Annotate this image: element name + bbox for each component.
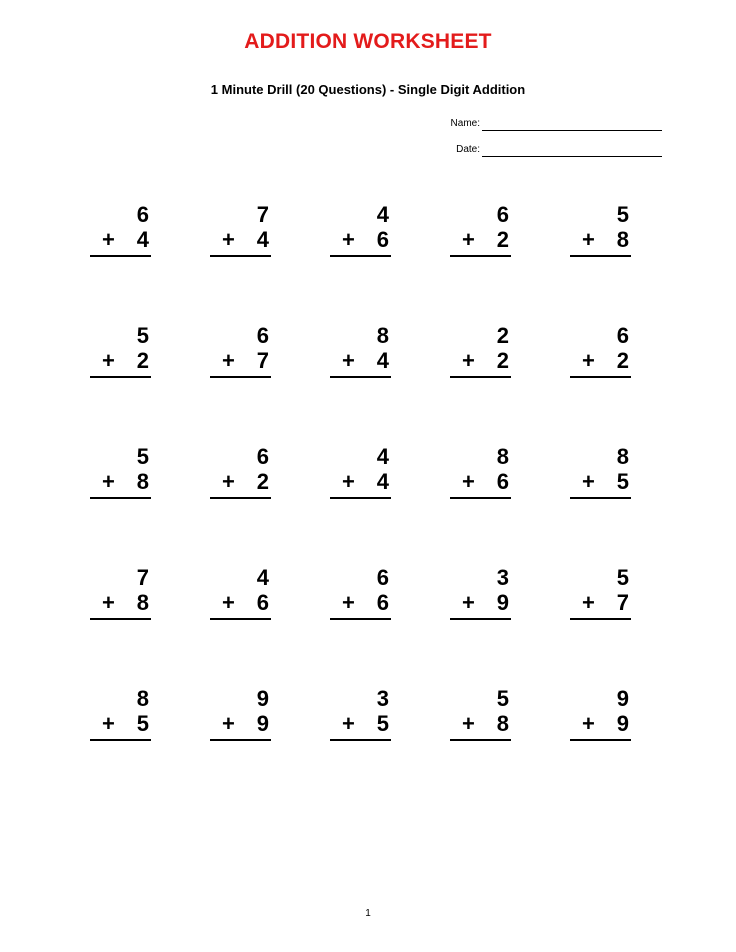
addend-bottom: 7 (256, 348, 269, 373)
answer-line (210, 376, 271, 378)
addend-top: 8 (376, 323, 389, 348)
plus-sign: + (102, 348, 115, 373)
date-label: Date: (456, 144, 480, 155)
problem (90, 202, 152, 260)
problem (450, 323, 512, 381)
plus-sign: + (222, 711, 235, 736)
addend-bottom: 9 (616, 711, 629, 736)
answer-line (450, 376, 511, 378)
problem (90, 444, 152, 502)
problem (330, 686, 392, 744)
problem (570, 565, 632, 623)
answer-line (330, 739, 391, 741)
problem (450, 444, 512, 502)
answer-line (570, 497, 631, 499)
answer-line (210, 739, 271, 741)
plus-sign: + (462, 711, 475, 736)
plus-sign: + (222, 348, 235, 373)
addend-bottom: 9 (496, 590, 509, 615)
answer-line (330, 376, 391, 378)
addend-top: 2 (496, 323, 509, 348)
addend-top: 6 (256, 444, 269, 469)
problem-row (90, 444, 632, 565)
addend-top: 6 (616, 323, 629, 348)
addend-bottom: 8 (136, 590, 149, 615)
plus-sign: + (582, 348, 595, 373)
plus-sign: + (582, 711, 595, 736)
answer-line (570, 255, 631, 257)
problem (210, 202, 272, 260)
plus-sign: + (342, 590, 355, 615)
addend-bottom: 5 (376, 711, 389, 736)
addend-top: 5 (136, 444, 149, 469)
problem (330, 565, 392, 623)
addend-bottom: 2 (496, 348, 509, 373)
problem (210, 686, 272, 744)
problem (570, 444, 632, 502)
addend-top: 4 (376, 202, 389, 227)
problem (450, 565, 512, 623)
problem (570, 323, 632, 381)
date-line (482, 156, 662, 157)
addend-top: 5 (616, 202, 629, 227)
plus-sign: + (342, 469, 355, 494)
addend-bottom: 6 (376, 590, 389, 615)
problem (330, 444, 392, 502)
problem-row (90, 686, 632, 807)
addend-top: 5 (616, 565, 629, 590)
answer-line (90, 255, 151, 257)
problem-row (90, 565, 632, 686)
addend-bottom: 5 (616, 469, 629, 494)
name-label: Name: (450, 118, 480, 129)
plus-sign: + (582, 227, 595, 252)
addend-bottom: 2 (256, 469, 269, 494)
addend-bottom: 4 (256, 227, 269, 252)
addend-bottom: 2 (136, 348, 149, 373)
problem (210, 565, 272, 623)
answer-line (450, 255, 511, 257)
addend-top: 6 (136, 202, 149, 227)
plus-sign: + (222, 590, 235, 615)
addend-bottom: 6 (256, 590, 269, 615)
answer-line (450, 618, 511, 620)
addend-bottom: 4 (376, 469, 389, 494)
problem (90, 686, 152, 744)
addend-top: 7 (136, 565, 149, 590)
plus-sign: + (342, 348, 355, 373)
answer-line (90, 739, 151, 741)
plus-sign: + (462, 348, 475, 373)
addend-bottom: 9 (256, 711, 269, 736)
problem (570, 686, 632, 744)
addend-top: 6 (256, 323, 269, 348)
plus-sign: + (582, 590, 595, 615)
worksheet-subtitle: 1 Minute Drill (20 Questions) - Single Digit Addition (210, 82, 526, 97)
answer-line (330, 497, 391, 499)
answer-line (570, 618, 631, 620)
problem (210, 444, 272, 502)
page-number: 1 (365, 908, 371, 919)
addend-top: 3 (496, 565, 509, 590)
addend-bottom: 8 (616, 227, 629, 252)
answer-line (210, 497, 271, 499)
answer-line (90, 376, 151, 378)
answer-line (450, 497, 511, 499)
problem-row (90, 323, 632, 444)
problem (210, 323, 272, 381)
addend-bottom: 8 (496, 711, 509, 736)
addend-top: 3 (376, 686, 389, 711)
problem-row (90, 202, 632, 323)
problem (450, 202, 512, 260)
addend-bottom: 2 (616, 348, 629, 373)
addend-top: 5 (496, 686, 509, 711)
problem (90, 323, 152, 381)
name-line (482, 130, 662, 131)
plus-sign: + (222, 227, 235, 252)
plus-sign: + (102, 227, 115, 252)
plus-sign: + (462, 227, 475, 252)
answer-line (570, 739, 631, 741)
plus-sign: + (342, 227, 355, 252)
addend-top: 4 (256, 565, 269, 590)
addend-top: 8 (496, 444, 509, 469)
addend-top: 4 (376, 444, 389, 469)
answer-line (90, 497, 151, 499)
problem (450, 686, 512, 744)
answer-line (330, 618, 391, 620)
answer-line (450, 739, 511, 741)
addend-bottom: 2 (496, 227, 509, 252)
addend-top: 6 (496, 202, 509, 227)
plus-sign: + (462, 469, 475, 494)
addend-bottom: 6 (376, 227, 389, 252)
problem (330, 202, 392, 260)
answer-line (90, 618, 151, 620)
addend-bottom: 8 (136, 469, 149, 494)
addend-bottom: 4 (136, 227, 149, 252)
addend-top: 9 (256, 686, 269, 711)
problem (90, 565, 152, 623)
problem (330, 323, 392, 381)
addend-top: 8 (616, 444, 629, 469)
addend-bottom: 7 (616, 590, 629, 615)
plus-sign: + (102, 711, 115, 736)
addend-top: 7 (256, 202, 269, 227)
addend-bottom: 6 (496, 469, 509, 494)
plus-sign: + (102, 469, 115, 494)
answer-line (210, 255, 271, 257)
addend-top: 8 (136, 686, 149, 711)
date-field (420, 144, 662, 160)
plus-sign: + (582, 469, 595, 494)
problem-grid (90, 202, 632, 807)
answer-line (330, 255, 391, 257)
worksheet-title: ADDITION WORKSHEET (244, 30, 492, 53)
addend-top: 6 (376, 565, 389, 590)
addend-top: 5 (136, 323, 149, 348)
answer-line (570, 376, 631, 378)
addend-bottom: 5 (136, 711, 149, 736)
plus-sign: + (222, 469, 235, 494)
addend-bottom: 4 (376, 348, 389, 373)
problem (570, 202, 632, 260)
plus-sign: + (102, 590, 115, 615)
plus-sign: + (342, 711, 355, 736)
answer-line (210, 618, 271, 620)
plus-sign: + (462, 590, 475, 615)
name-field (420, 118, 662, 134)
addend-top: 9 (616, 686, 629, 711)
